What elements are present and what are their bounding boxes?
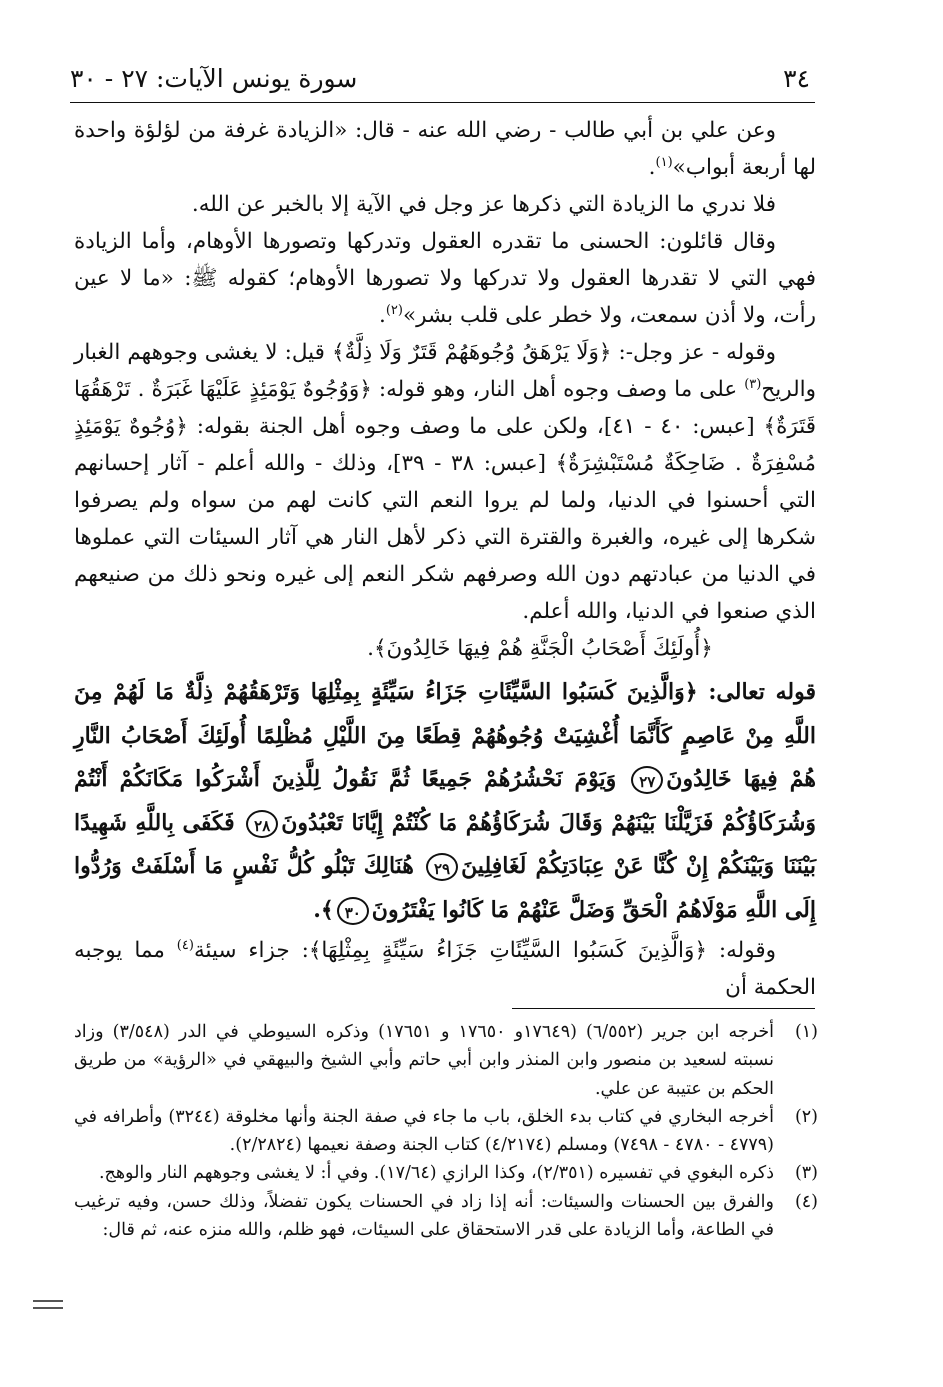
main-text xyxy=(74,112,816,1006)
footnote-item xyxy=(74,1188,818,1245)
header-divider xyxy=(70,102,815,103)
paragraph-faces: وقوله - عز وجل-: ﴿وَلَا يَرْهَقُ وُجُوهَهُمْ قَتَرٌ وَلَا ذِلَّةٌ﴾ قيل: لا يغشى وجوههم الغبار والريح$^{(٣)}$ على ما وصف وجوه أهل النار، وهو قوله: ﴿وَوُجُوهٌ يَوْمَئِذٍ عَلَيْهَا غَبَرَةٌ . تَرْهَقُهَا قَتَرَةٌ﴾ [عبس: ٤٠ - ٤١]، ولكن على ما وصف وجوه أهل الجنة بقوله: ﴿وُجُوهٌ يَوْمَئِذٍ مُسْفِرَةٌ . ضَاحِكَةٌ مُسْتَبْشِرَةٌ﴾ [عبس: ٣٨ - ٣٩]، وذلك - والله أعلم - آثار إحسانهم التي أحسنوا في الدنيا، ولما لم يروا النعم التي كانت لهم من سواه ولم يصرفوا شكرها إلى غيره، والغبرة والقترة التي ذكر لأهل النار هي آثار السيئات التي عملوها في الدنيا من عبادتهم دون الله وصرفهم شكر النعم إلى غيره ونحو ذلك من صنيعهم الذي صنعوا في الدنيا، والله أعلم. xyxy=(74,340,816,624)
footnote-number: (٤) xyxy=(794,1191,818,1212)
footnote-text: أخرجه ابن جرير (٦/٥٥٢) (١٧٦٤٩و ١٧٦٥٠ و ١٧٦٥١) وذكره السيوطي في الدر (٣/٥٤٨) وزاد نسبته لسعيد بن منصور وابن المنذر وابن أبي حاتم وأبي الشيخ والبيهقي في «الرؤية» من طريق الحكم بن عتيبة عن علي. xyxy=(74,1022,775,1099)
footnote-number: (٣) xyxy=(794,1163,818,1184)
ayah-marker-27: ٢٧ xyxy=(631,766,663,794)
ayah-marker-28: ٢٨ xyxy=(246,810,278,838)
paragraph-no-knowledge: فلا ندري ما الزيادة التي ذكرها عز وجل في الآية إلا بالخبر عن الله. xyxy=(191,192,776,217)
page-number: ٣٤ xyxy=(783,64,810,93)
footnote-item xyxy=(74,1159,818,1187)
footnote-divider xyxy=(512,1008,815,1009)
footnote-ref-3[interactable]: (٣) xyxy=(744,376,762,392)
verse-30-text: هُنَالِكَ تَبْلُو كُلُّ نَفْسٍ مَا أَسْلَفَتْ وَرُدُّوا إِلَى اللَّهِ مَوْلَاهُمُ الْحَقِّ وَضَلَّ عَنْهُمْ مَا كَانُوا يَفْتَرُونَ xyxy=(74,853,816,923)
verse-28-text: وَيَوْمَ نَحْشُرُهُمْ جَمِيعًا ثُمَّ نَقُولُ لِلَّذِينَ أَشْرَكُوا مَكَانَكُمْ أَنْتُمْ وَشُرَكَاؤُكُمْ فَزَيَّلْنَا بَيْنَهُمْ وَقَالَ شُرَكَاؤُهُمْ مَا كُنْتُمْ إِيَّانَا تَعْبُدُونَ xyxy=(74,766,816,836)
footnote-number: (١) xyxy=(794,1022,818,1042)
footnote-number: (٢) xyxy=(794,1106,818,1127)
paragraph-husna: وقال قائلون: الحسنى ما تقدره العقول وتدركها وتصورها الأوهام، وأما الزيادة فهي التي لا تقدرها العقول ولا تدركها ولا تصورها الأوهام؛ كقوله ﷺ: «ما لا عين رأت، ولا أذن سمعت، ولا خطر على قلب بشر»$^{(٢)}$. xyxy=(74,229,816,328)
footnote-ref-2[interactable]: (٢) xyxy=(385,302,403,318)
footnote-item xyxy=(74,1018,818,1103)
footnote-text: ذكره البغوي في تفسيره (٢/٣٥١)، وكذا الرازي (١٧/٦٤). وفي أ: لا يغشى وجوههم النار والوهج. xyxy=(98,1163,774,1184)
verse-29-text: فَكَفَى بِاللَّهِ شَهِيدًا بَيْنَنَا وَبَيْنَكُمْ إِنْ كُنَّا عَنْ عِبَادَتِكُمْ لَغَافِلِينَ xyxy=(74,809,816,879)
paragraph-commentary-start: وقوله: ﴿وَالَّذِينَ كَسَبُوا السَّيِّئَاتِ جَزَاءُ سَيِّئَةٍ بِمِثْلِهَا﴾: جزاء سيئة$^{(٤)}$ مما يوجبه الحكمة أن xyxy=(74,937,816,1000)
footnote-text: والفرق بين الحسنات والسيئات: أنه إذا زاد في الحسنات يكون تفضلاً، وذلك حسن، وفيه ترغيب في الطاعة، وأما الزيادة على قدر الاستحقاق على السيئات، فهو ظلم، والله منزه عنه، ثم قال: xyxy=(74,1191,774,1241)
qawluh-label: قوله تعالى: xyxy=(708,679,816,705)
verse-line-jannah: ﴿أُولَئِكَ أَصْحَابُ الْجَنَّةِ هُمْ فِيهَا خَالِدُونَ﴾. xyxy=(367,636,713,661)
running-title: سورة يونس الآيات: ٢٧ - ٣٠ xyxy=(70,64,358,93)
verse-27-text: ﴿وَالَّذِينَ كَسَبُوا السَّيِّئَاتِ جَزَاءُ سَيِّئَةٍ بِمِثْلِهَا وَتَرْهَقُهُمْ ذِلَّةٌ مَا لَهُمْ مِنَ اللَّهِ مِنْ عَاصِمٍ كَأَنَّمَا أُغْشِيَتْ وُجُوهُهُمْ قِطَعًا مِنَ اللَّيْلِ مُظْلِمًا أُولَئِكَ أَصْحَابُ النَّارِ هُمْ فِيهَا خَالِدُونَ xyxy=(74,679,816,792)
footnote-ref-4[interactable]: (٤) xyxy=(176,937,194,953)
footnote-ref-1[interactable]: (١) xyxy=(655,154,673,170)
footnote-text: أخرجه البخاري في كتاب بدء الخلق، باب ما جاء في صفة الجنة وأنها مخلوقة (٣٢٤٤) وأطرافه في (٤٧٧٩ - ٤٧٨٠ - ٧٤٩٨) ومسلم (٤/٢١٧٤) كتاب الجنة وصفة نعيمها (٢/٢٨٢٤). xyxy=(74,1106,774,1156)
footnote-item xyxy=(74,1103,818,1160)
scan-edge-mark xyxy=(33,1300,63,1309)
verses-block-27-30: قوله تعالى: ﴿وَالَّذِينَ كَسَبُوا السَّيِّئَاتِ جَزَاءُ سَيِّئَةٍ بِمِثْلِهَا وَتَرْهَقُهُمْ ذِلَّةٌ مَا لَهُمْ مِنَ اللَّهِ مِنْ عَاصِمٍ كَأَنَّمَا أُغْشِيَتْ وُجُوهُهُمْ قِطَعًا مِنَ اللَّيْلِ مُظْلِمًا أُولَئِكَ أَصْحَابُ النَّارِ هُمْ فِيهَا خَالِدُونَ٢٧ وَيَوْمَ نَحْشُرُهُمْ جَمِيعًا ثُمَّ نَقُولُ لِلَّذِينَ أَشْرَكُوا مَكَانَكُمْ أَنْتُمْ وَشُرَكَاؤُكُمْ فَزَيَّلْنَا بَيْنَهُمْ وَقَالَ شُرَكَاؤُهُمْ مَا كُنْتُمْ إِيَّانَا تَعْبُدُونَ٢٨ فَكَفَى بِاللَّهِ شَهِيدًا بَيْنَنَا وَبَيْنَكُمْ إِنْ كُنَّا عَنْ عِبَادَتِكُمْ لَغَافِلِينَ٢٩ هُنَالِكَ تَبْلُو كُلُّ نَفْسٍ مَا أَسْلَفَتْ وَرُدُّوا إِلَى اللَّهِ مَوْلَاهُمُ الْحَقِّ وَضَلَّ عَنْهُمْ مَا كَانُوا يَفْتَرُونَ٣٠﴾. xyxy=(74,679,816,923)
ayah-marker-29: ٢٩ xyxy=(426,853,458,881)
footnotes xyxy=(74,1018,818,1244)
paragraph-ali-hadith: وعن علي بن أبي طالب - رضي الله عنه - قال: «الزيادة غرفة من لؤلؤة واحدة لها أربعة أبواب»$^{(١)}$. xyxy=(74,118,816,180)
page-header xyxy=(70,54,810,94)
ayah-marker-30: ٣٠ xyxy=(337,897,369,925)
